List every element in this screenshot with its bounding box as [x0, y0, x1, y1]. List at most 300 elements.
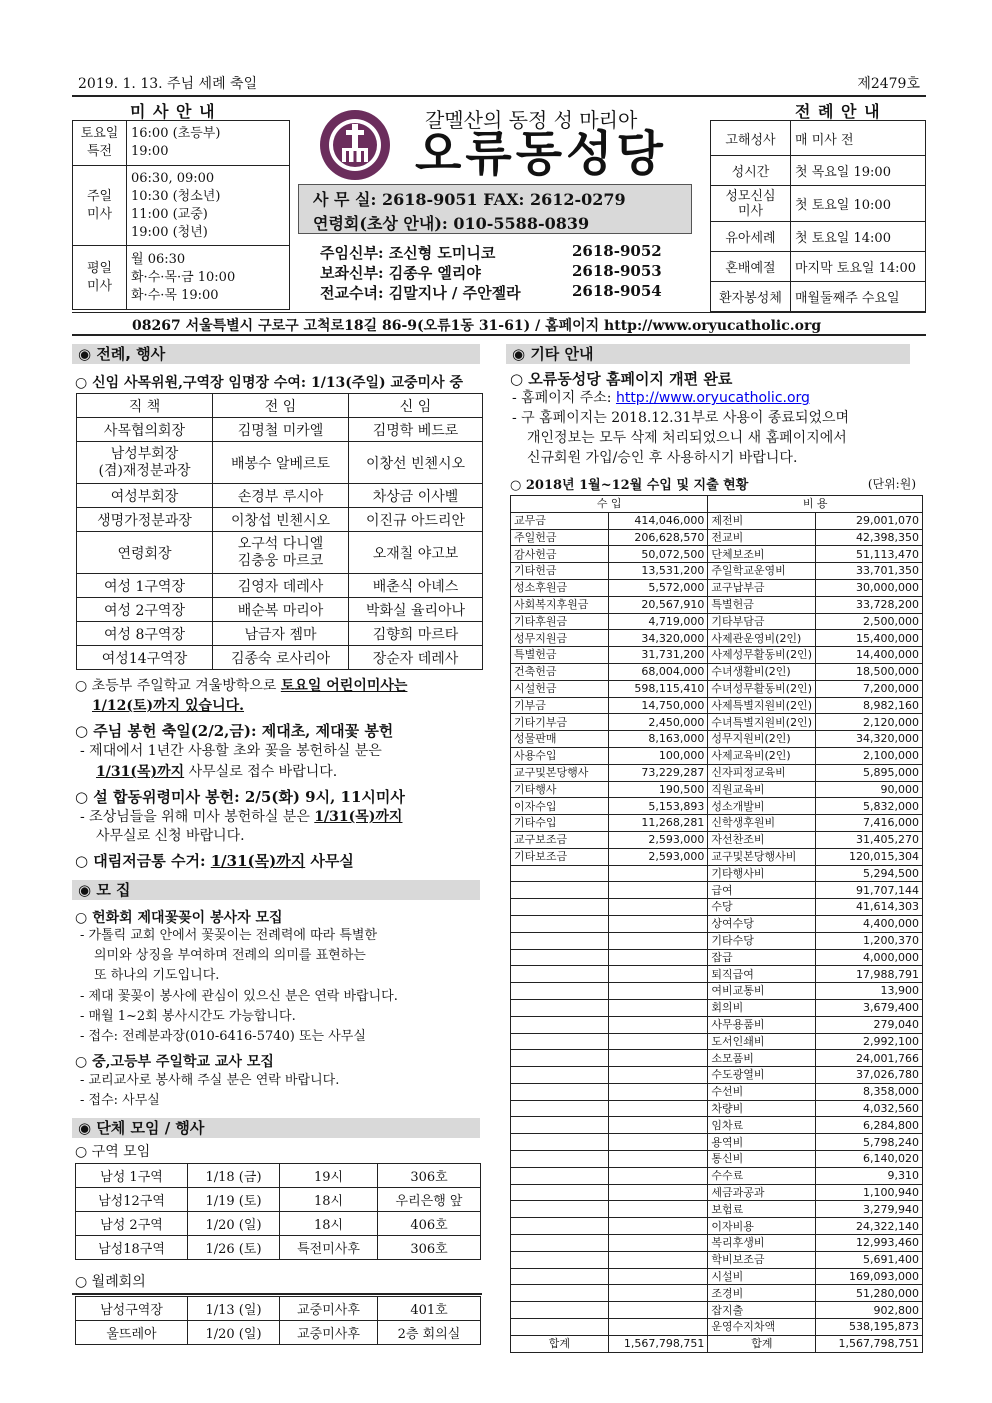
income-item: 기타보조금 — [511, 848, 609, 865]
finance-row — [511, 915, 923, 932]
income-amount: 14,750,000 — [608, 697, 708, 714]
income-item — [511, 1167, 609, 1184]
income-amount — [608, 1100, 708, 1117]
expense-item: 퇴직급여 — [708, 966, 816, 983]
expense-amount: 90,000 — [816, 781, 923, 798]
income-amount — [608, 1201, 708, 1218]
date: 1/20 (일) — [188, 1321, 280, 1345]
time: 18시 — [280, 1212, 378, 1236]
officer-former: 오구석 다니엘 김충웅 마르코 — [213, 532, 349, 574]
expense-item: 사제교육비(2인) — [708, 747, 816, 764]
income-amount — [608, 1016, 708, 1033]
income-amount: 5,572,000 — [608, 579, 708, 596]
liturgy-label: 유아세례 — [711, 222, 791, 252]
expense-item: 신자피정교육비 — [708, 764, 816, 781]
expense-amount: 41,614,303 — [816, 899, 923, 916]
income-item: 성물판매 — [511, 731, 609, 748]
expense-amount: 42,398,350 — [816, 529, 923, 546]
mass-times: 월 06:30 화·수·목·금 10:00 화·수·목 19:00 — [127, 246, 290, 310]
expense-amount: 4,000,000 — [816, 949, 923, 966]
income-item — [511, 1201, 609, 1218]
expense-item: 수녀생활비(2인) — [708, 663, 816, 680]
district: 남성18구역 — [76, 1236, 188, 1260]
income-amount — [608, 1067, 708, 1084]
income-amount: 50,072,500 — [608, 546, 708, 563]
expense-amount: 24,001,766 — [816, 1050, 923, 1067]
income-item — [511, 1268, 609, 1285]
expense-item: 보험료 — [708, 1201, 816, 1218]
finance-row — [511, 647, 923, 664]
expense-item: 기타행사비 — [708, 865, 816, 882]
liturgy-value: 첫 토요일 10:00 — [791, 186, 926, 222]
officer-role: 여성 2구역장 — [77, 598, 213, 622]
notice-presentation: ○ 주님 봉헌 축일(2/2,금): 제대초, 제대꽃 봉헌 — [75, 722, 394, 740]
income-amount: 34,320,000 — [608, 630, 708, 647]
expense-amount: 9,310 — [816, 1167, 923, 1184]
income-item: 건축헌금 — [511, 663, 609, 680]
finance-row — [511, 1050, 923, 1067]
col-head: 신 임 — [349, 394, 483, 418]
district: 남성12구역 — [76, 1188, 188, 1212]
section-bullet-icon: ◉ — [512, 345, 531, 363]
time: 18시 — [280, 1188, 378, 1212]
income-amount: 190,500 — [608, 781, 708, 798]
expense-amount: 279,040 — [816, 1016, 923, 1033]
liturgy-value: 첫 목요일 19:00 — [791, 156, 926, 186]
officer-former: 이창섭 빈첸시오 — [213, 508, 349, 532]
place: 406호 — [378, 1212, 481, 1236]
officer-new: 오재칠 야고보 — [349, 532, 483, 574]
expense-item: 신학생후원비 — [708, 815, 816, 832]
liturgy-value: 첫 토요일 14:00 — [791, 222, 926, 252]
income-item — [511, 1033, 609, 1050]
expense-item: 기타수당 — [708, 932, 816, 949]
officer-role: 생명가정분과장 — [77, 508, 213, 532]
yeonryeong-phone: 연령회(초상 안내): 010-5588-0839 — [313, 214, 590, 233]
clergy-2-phone: 2618-9053 — [572, 262, 662, 280]
finance-row — [511, 512, 923, 529]
income-amount — [608, 949, 708, 966]
liturgy-table — [710, 120, 926, 312]
expense-amount: 6,284,800 — [816, 1117, 923, 1134]
finance-row — [511, 1151, 923, 1168]
income-item — [511, 1100, 609, 1117]
finance-row — [511, 613, 923, 630]
income-item — [511, 1235, 609, 1252]
expense-item: 자선찬조비 — [708, 831, 816, 848]
expense-amount: 33,728,200 — [816, 596, 923, 613]
finance-row — [511, 563, 923, 580]
income-amount — [608, 1050, 708, 1067]
liturgy-label: 고해성사 — [711, 121, 791, 156]
income-item — [511, 966, 609, 983]
finance-row — [511, 1016, 923, 1033]
date: 1/19 (토) — [188, 1188, 280, 1212]
income-item: 기타후원금 — [511, 613, 609, 630]
finance-unit: (단위:원) — [867, 477, 916, 491]
income-amount: 11,268,281 — [608, 815, 708, 832]
officer-role: 남성부회장 (겸)재정분과장 — [77, 442, 213, 484]
finance-row — [511, 781, 923, 798]
homepage-link[interactable]: http://www.oryucatholic.org — [615, 390, 810, 406]
expense-amount: 169,093,000 — [816, 1268, 923, 1285]
expense-amount: 3,279,940 — [816, 1201, 923, 1218]
income-amount: 2,593,000 — [608, 831, 708, 848]
office-box — [298, 184, 692, 234]
expense-amount: 17,988,791 — [816, 966, 923, 983]
mass-times: 16:00 (초등부) 19:00 — [127, 121, 290, 166]
income-item — [511, 1050, 609, 1067]
finance-row — [511, 865, 923, 882]
mass-label: 토요일 특전 — [73, 121, 127, 166]
expense-amount: 37,026,780 — [816, 1067, 923, 1084]
income-amount — [608, 1167, 708, 1184]
expense-item: 수녀성무활동비(2인) — [708, 680, 816, 697]
monthly-meeting-table — [75, 1296, 481, 1345]
finance-row — [511, 764, 923, 781]
mass-times: 06:30, 09:00 10:30 (청소년) 11:00 (교중) 19:00 (청년) — [127, 166, 290, 246]
finance-title: ○ 2018년 1월~12월 수입 및 지출 현황 — [510, 478, 749, 493]
income-item — [511, 1302, 609, 1319]
time: 교중미사후 — [280, 1321, 378, 1345]
place: 306호 — [378, 1164, 481, 1188]
officer-role: 연령회장 — [77, 532, 213, 574]
income-item: 교구보조금 — [511, 831, 609, 848]
officer-role: 여성14구역장 — [77, 646, 213, 670]
officer-former: 남금자 젬마 — [213, 622, 349, 646]
expense-item: 직원교육비 — [708, 781, 816, 798]
income-amount — [608, 915, 708, 932]
expense-amount: 2,100,000 — [816, 747, 923, 764]
expense-item: 성무지원비(2인) — [708, 731, 816, 748]
finance-row — [511, 1167, 923, 1184]
expense-amount: 5,294,500 — [816, 865, 923, 882]
finance-row — [511, 1134, 923, 1151]
recruit-flower-1: - 가톨릭 교회 안에서 꽃꽂이는 전례력에 따라 특별한 — [80, 928, 378, 943]
finance-row — [511, 1100, 923, 1117]
section-bullet-icon: ◉ — [78, 1119, 97, 1137]
homepage-note-1: - 구 홈페이지는 2018.12.31부로 사용이 종료되었으며 — [512, 410, 850, 426]
income-item — [511, 865, 609, 882]
group: 울뜨레아 — [76, 1321, 188, 1345]
income-item — [511, 1319, 609, 1336]
income-item — [511, 1251, 609, 1268]
notice-memorial-2: 사무실로 신청 바랍니다. — [96, 828, 245, 844]
liturgy-label: 성모신심 미사 — [711, 186, 791, 222]
expense-item: 잡지출 — [708, 1302, 816, 1319]
income-item — [511, 1067, 609, 1084]
mass-table — [72, 120, 290, 310]
officer-new: 김향희 마르타 — [349, 622, 483, 646]
expense-amount: 8,982,160 — [816, 697, 923, 714]
income-amount: 5,153,893 — [608, 798, 708, 815]
income-item: 기타행사 — [511, 781, 609, 798]
expense-amount: 91,707,144 — [816, 882, 923, 899]
income-item: 기타헌금 — [511, 563, 609, 580]
expense-amount: 31,405,270 — [816, 831, 923, 848]
expense-amount: 1,100,940 — [816, 1184, 923, 1201]
expense-amount: 12,993,460 — [816, 1235, 923, 1252]
expense-amount: 6,140,020 — [816, 1151, 923, 1168]
expense-item: 수도광열비 — [708, 1067, 816, 1084]
income-amount: 2,450,000 — [608, 714, 708, 731]
finance-row — [511, 697, 923, 714]
expense-amount: 1,200,370 — [816, 932, 923, 949]
notice-kids-mass: ○ 초등부 주일학교 겨울방학으로 토요일 어린이미사는 — [75, 678, 408, 694]
expense-item: 사제성무활동비(2인) — [708, 647, 816, 664]
income-amount — [608, 966, 708, 983]
income-item — [511, 983, 609, 1000]
clergy-1-phone: 2618-9052 — [572, 242, 662, 260]
expense-item: 급여 — [708, 882, 816, 899]
finance-row — [511, 966, 923, 983]
expense-item: 통신비 — [708, 1151, 816, 1168]
income-amount — [608, 1235, 708, 1252]
officer-new: 박화실 율리아나 — [349, 598, 483, 622]
expense-item: 단체보조비 — [708, 546, 816, 563]
income-amount — [608, 1285, 708, 1302]
homepage-note-3: 신규회원 가입/승인 후 사용하시기 바랍니다. — [527, 450, 798, 466]
liturgy-value: 매 미사 전 — [791, 121, 926, 156]
expense-amount: 2,120,000 — [816, 714, 923, 731]
finance-row — [511, 714, 923, 731]
expense-item: 성소개발비 — [708, 798, 816, 815]
finance-row — [511, 899, 923, 916]
finance-row — [511, 663, 923, 680]
income-amount: 8,163,000 — [608, 731, 708, 748]
expense-item: 수수료 — [708, 1167, 816, 1184]
income-amount — [608, 1117, 708, 1134]
liturgy-label: 성시간 — [711, 156, 791, 186]
recruit-teacher: ○ 중,고등부 주일학교 교사 모집 — [75, 1054, 274, 1070]
income-amount: 13,531,200 — [608, 563, 708, 580]
recruit-teacher-1: - 교리교사로 봉사해 주실 분은 연락 바랍니다. — [80, 1073, 340, 1088]
date: 1/13 (일) — [188, 1297, 280, 1321]
income-amount — [608, 1319, 708, 1336]
time: 특전미사후 — [280, 1236, 378, 1260]
expense-amount: 5,832,000 — [816, 798, 923, 815]
parish-name: 오류동성당 — [415, 126, 667, 182]
expense-item: 시설비 — [708, 1268, 816, 1285]
officer-role: 여성부회장 — [77, 484, 213, 508]
issue-date: 2019. 1. 13. 주님 세례 축일 — [78, 76, 258, 92]
parish-seal-icon — [318, 108, 392, 182]
income-item: 교무금 — [511, 512, 609, 529]
date: 1/18 (금) — [188, 1164, 280, 1188]
officer-new: 배춘식 아녜스 — [349, 574, 483, 598]
officers-table — [76, 393, 483, 670]
finance-row — [511, 630, 923, 647]
income-total-value: 1,567,798,751 — [608, 1335, 708, 1352]
officer-new: 차상금 이사벨 — [349, 484, 483, 508]
finance-row — [511, 932, 923, 949]
income-item — [511, 1285, 609, 1302]
income-amount — [608, 1268, 708, 1285]
expense-amount: 18,500,000 — [816, 663, 923, 680]
income-item: 감사헌금 — [511, 546, 609, 563]
liturgy-label: 혼배예절 — [711, 252, 791, 282]
expense-header: 비 용 — [708, 496, 923, 513]
expense-total-value: 1,567,798,751 — [816, 1335, 923, 1352]
income-item — [511, 899, 609, 916]
finance-row — [511, 1218, 923, 1235]
income-item — [511, 1117, 609, 1134]
district: 남성 1구역 — [76, 1164, 188, 1188]
income-item — [511, 1134, 609, 1151]
income-item: 사용수입 — [511, 747, 609, 764]
expense-item: 제전비 — [708, 512, 816, 529]
expense-item: 도서인쇄비 — [708, 1033, 816, 1050]
income-amount — [608, 999, 708, 1016]
monthly-meeting-title: ○ 월례회의 — [75, 1274, 146, 1290]
finance-row — [511, 1251, 923, 1268]
income-item — [511, 999, 609, 1016]
recruit-flower-2: 의미와 상징을 부여하며 전례의 의미를 표현하는 — [94, 948, 366, 963]
expense-item: 특별헌금 — [708, 596, 816, 613]
income-item — [511, 882, 609, 899]
expense-amount: 4,032,560 — [816, 1100, 923, 1117]
finance-row — [511, 848, 923, 865]
finance-row — [511, 1184, 923, 1201]
expense-amount: 24,322,140 — [816, 1218, 923, 1235]
notice-presentation-1: - 제대에서 1년간 사용할 초와 꽃을 봉헌하실 분은 — [80, 743, 382, 759]
income-item — [511, 1151, 609, 1168]
officer-role: 여성 1구역장 — [77, 574, 213, 598]
income-item: 기타기부금 — [511, 714, 609, 731]
finance-row — [511, 1201, 923, 1218]
officer-new: 장순자 데레사 — [349, 646, 483, 670]
expense-item: 용역비 — [708, 1134, 816, 1151]
officer-new: 이진규 아드리안 — [349, 508, 483, 532]
finance-row — [511, 680, 923, 697]
expense-amount: 15,400,000 — [816, 630, 923, 647]
officer-new: 김명학 베드로 — [349, 418, 483, 442]
group: 남성구역장 — [76, 1297, 188, 1321]
income-item: 시설헌금 — [511, 680, 609, 697]
finance-row — [511, 747, 923, 764]
finance-row — [511, 596, 923, 613]
income-item — [511, 1016, 609, 1033]
income-amount: 31,731,200 — [608, 647, 708, 664]
liturgy-value: 마지막 토요일 14:00 — [791, 252, 926, 282]
expense-amount: 51,113,470 — [816, 546, 923, 563]
income-item: 성무지원금 — [511, 630, 609, 647]
finance-table — [510, 495, 923, 1353]
mass-label: 주일 미사 — [73, 166, 127, 246]
finance-row — [511, 999, 923, 1016]
finance-row — [511, 546, 923, 563]
expense-amount: 120,015,304 — [816, 848, 923, 865]
office-phone: 사 무 실: 2618-9051 FAX: 2612-0279 — [313, 190, 626, 209]
finance-row — [511, 1033, 923, 1050]
expense-item: 소모품비 — [708, 1050, 816, 1067]
officer-former: 손경부 루시아 — [213, 484, 349, 508]
income-item: 성소후원금 — [511, 579, 609, 596]
income-item — [511, 1218, 609, 1235]
section-liturgy-events: ◉ 전례, 행사 — [72, 344, 480, 364]
recruit-teacher-2: - 접수: 사무실 — [80, 1093, 160, 1108]
expense-total-label: 합계 — [708, 1335, 816, 1352]
expense-item: 회의비 — [708, 999, 816, 1016]
officer-former: 김영자 데레사 — [213, 574, 349, 598]
income-item — [511, 949, 609, 966]
expense-item: 기타부담금 — [708, 613, 816, 630]
expense-item: 상여수당 — [708, 915, 816, 932]
finance-row — [511, 1067, 923, 1084]
income-item — [511, 1184, 609, 1201]
expense-amount: 8,358,000 — [816, 1083, 923, 1100]
issue-number: 제2479호 — [857, 76, 920, 92]
date: 1/26 (토) — [188, 1236, 280, 1260]
income-amount — [608, 899, 708, 916]
expense-item: 교구및본당행사비 — [708, 848, 816, 865]
income-total-label: 합계 — [511, 1335, 609, 1352]
notice-memorial-mass: ○ 설 합동위령미사 봉헌: 2/5(화) 9시, 11시미사 — [75, 788, 405, 806]
district-meeting-table — [75, 1163, 481, 1260]
income-amount — [608, 932, 708, 949]
mass-label: 평일 미사 — [73, 246, 127, 310]
parish-subtitle: 갈멜산의 동정 성 마리아 — [425, 108, 638, 132]
expense-amount: 13,900 — [816, 983, 923, 1000]
income-item — [511, 1083, 609, 1100]
finance-row — [511, 1117, 923, 1134]
income-item: 기부금 — [511, 697, 609, 714]
officer-role: 여성 8구역장 — [77, 622, 213, 646]
expense-amount: 51,280,000 — [816, 1285, 923, 1302]
clergy-3: 전교수녀: 김말지나 / 주안젤라 — [320, 284, 521, 302]
clergy-2: 보좌신부: 김종우 엘리야 — [320, 264, 481, 282]
income-amount: 414,046,000 — [608, 512, 708, 529]
income-amount — [608, 1083, 708, 1100]
finance-row — [511, 1302, 923, 1319]
officer-former: 배순복 마리아 — [213, 598, 349, 622]
expense-amount: 5,798,240 — [816, 1134, 923, 1151]
income-amount — [608, 882, 708, 899]
officer-role: 사목협의회장 — [77, 418, 213, 442]
income-amount: 68,004,000 — [608, 663, 708, 680]
recruit-flower-3: 또 하나의 기도입니다. — [94, 968, 220, 983]
finance-row — [511, 1319, 923, 1336]
expense-item: 여비교통비 — [708, 983, 816, 1000]
notice-memorial-1: - 조상님들을 위해 미사 봉헌하실 분은 1/31(목)까지 — [80, 809, 403, 825]
expense-amount: 902,800 — [816, 1302, 923, 1319]
income-amount: 73,229,287 — [608, 764, 708, 781]
section-other-notices: ◉ 기타 안내 — [506, 344, 910, 364]
income-amount: 4,719,000 — [608, 613, 708, 630]
finance-row — [511, 529, 923, 546]
recruit-flower-6: - 접수: 전례분과장(010-6416-5740) 또는 사무실 — [80, 1029, 366, 1044]
income-amount: 598,115,410 — [608, 680, 708, 697]
expense-item: 사제관운영비(2인) — [708, 630, 816, 647]
expense-item: 수당 — [708, 899, 816, 916]
district-meeting-title: ○ 구역 모임 — [75, 1144, 151, 1160]
expense-amount: 34,320,000 — [816, 731, 923, 748]
liturgy-label: 환자봉성체 — [711, 282, 791, 312]
expense-item: 조경비 — [708, 1285, 816, 1302]
place: 우리은행 앞 — [378, 1188, 481, 1212]
income-amount — [608, 983, 708, 1000]
place: 306호 — [378, 1236, 481, 1260]
liturgy-title: 전 례 안 내 — [795, 102, 881, 121]
section-recruit: ◉ 모 집 — [72, 880, 480, 900]
expense-item: 이자비용 — [708, 1218, 816, 1235]
finance-row — [511, 815, 923, 832]
officer-new: 이창선 빈첸시오 — [349, 442, 483, 484]
expense-amount: 5,895,000 — [816, 764, 923, 781]
income-amount — [608, 1218, 708, 1235]
time: 교중미사후 — [280, 1297, 378, 1321]
place: 2층 회의실 — [378, 1321, 481, 1345]
